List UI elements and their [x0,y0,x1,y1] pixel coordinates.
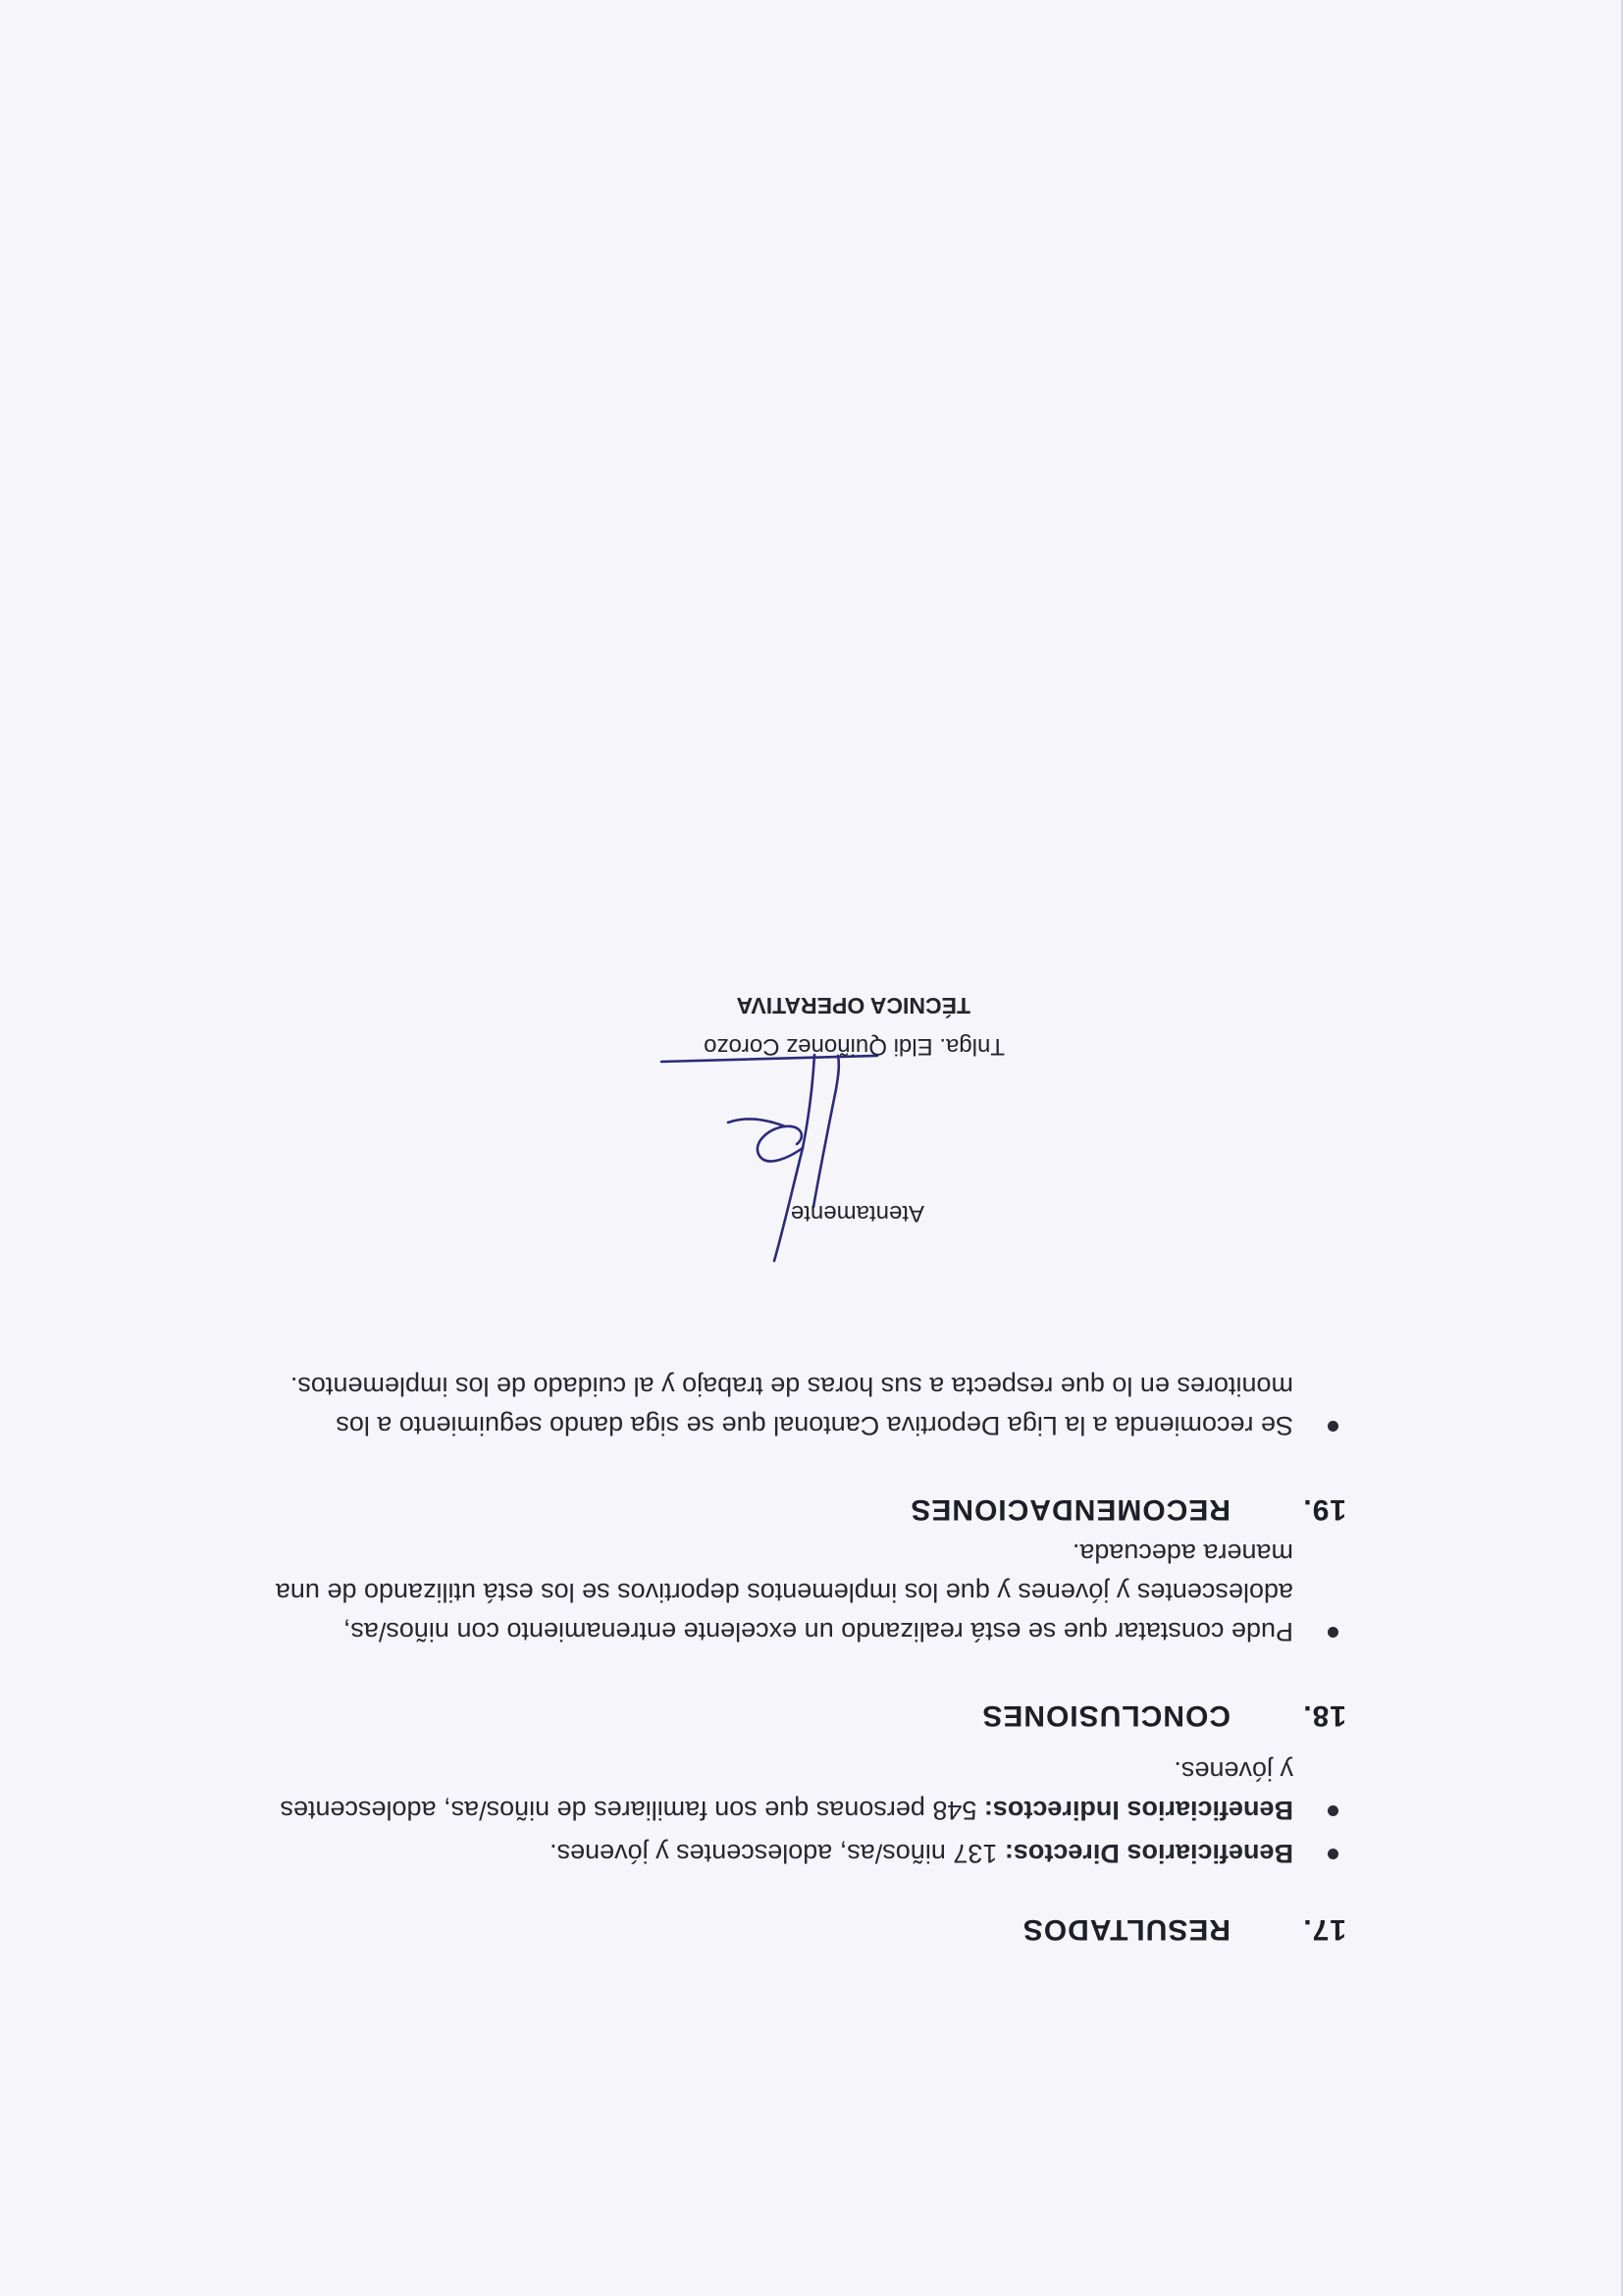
item-label: Beneficiarios Indirectos: [983,1796,1293,1825]
item-text: Pude constatar que se está realizando un excelente entrenamiento con niños/as, adolescentes y jóvenes y que los implementos deportivos se los está utilizando de una manera adecuada. [275,1539,1293,1646]
bullet-list [267,1367,1346,1445]
item-text: 137 niños/as, adolescentes y jóvenes. [550,1839,1005,1868]
section-number: 19. [1302,1493,1346,1526]
closing-regards: Atentamente [790,1200,924,1226]
list-item [267,1751,1346,1830]
section-title: RESULTADOS [1021,1913,1230,1946]
section-heading [267,1492,1346,1526]
item-text: 548 personas que son familiares de niños/as, adolescentes y jóvenes. [280,1756,1293,1825]
bullet-dot [1328,1627,1338,1638]
section-title: RECOMENDACIONES [910,1493,1230,1526]
signer-role: TÉCNICA OPERATIVA [736,993,970,1018]
list-item [267,1534,1346,1651]
section-number: 18. [1302,1699,1346,1732]
section-recomendaciones [267,1363,1346,1526]
list-item [267,1834,1346,1873]
section-heading [267,1698,1346,1732]
bullet-list [267,1534,1346,1651]
item-text: Se recomienda a la Liga Deportiva Cantonal que se siga dando seguimiento a los monitores en lo que respecta a sus horas de trabajo y al cuidado de los implementos. [289,1372,1293,1440]
section-number: 17. [1302,1913,1346,1946]
bullet-dot [1328,1421,1338,1432]
item-label: Beneficiarios Directos: [1004,1839,1293,1868]
bullet-list [267,1751,1346,1873]
bullet-dot [1328,1805,1338,1816]
section-heading [267,1912,1346,1946]
section-title: CONCLUSIONES [981,1699,1230,1732]
bullet-dot [1328,1849,1338,1859]
handwritten-signature [632,1030,985,1266]
section-resultados [267,1748,1346,1946]
list-item [267,1367,1346,1445]
section-conclusiones [267,1530,1346,1732]
signer-name: Tnlga. Eldi Quiñonez Corozo [704,1033,1005,1060]
